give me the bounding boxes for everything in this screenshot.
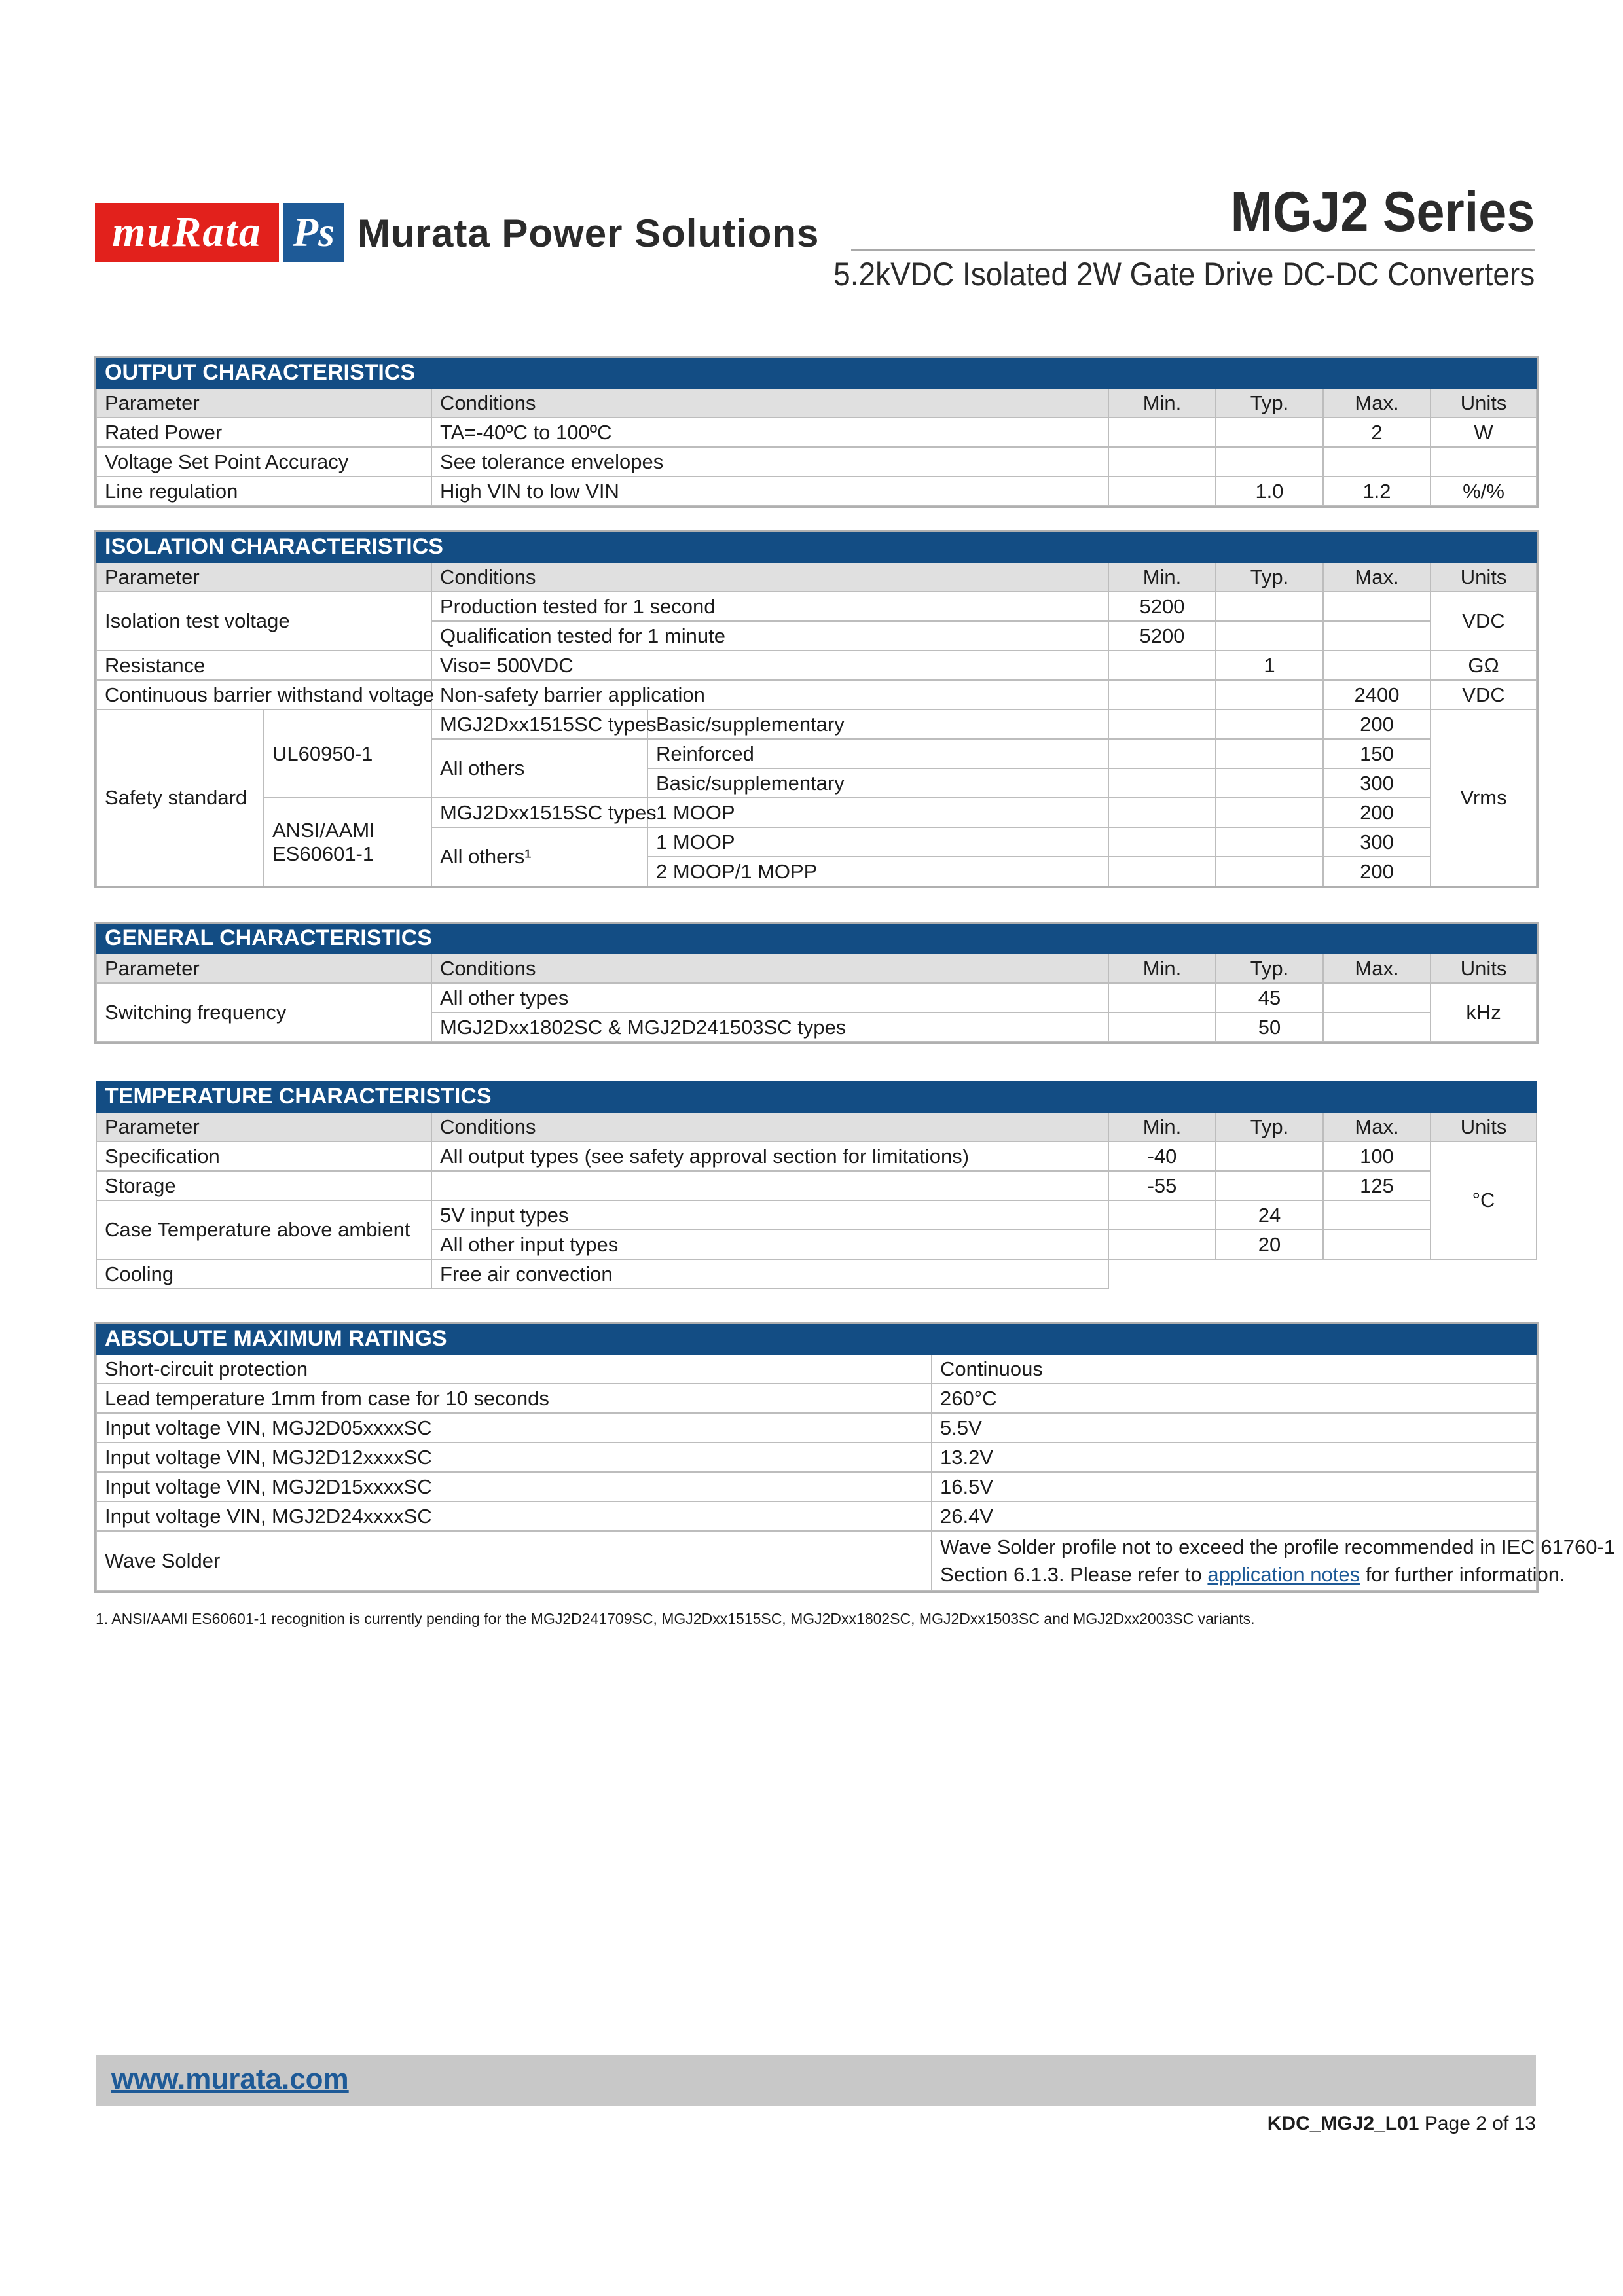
col-units: Units — [1431, 954, 1537, 983]
min-cell — [1108, 739, 1216, 768]
col-units: Units — [1431, 1112, 1537, 1141]
cond-cell: Qualification tested for 1 minute — [431, 621, 1108, 651]
units-cell: W — [1431, 418, 1537, 447]
table-row — [96, 651, 1537, 680]
min-cell — [1108, 827, 1216, 857]
min-cell — [1108, 768, 1216, 798]
typ-cell — [1216, 1141, 1323, 1171]
max-cell: 150 — [1323, 739, 1431, 768]
wave-solder-line2 — [940, 1561, 1565, 1588]
table-row — [96, 1472, 1537, 1501]
col-max: Max. — [1323, 1112, 1431, 1141]
wave-solder-text-end: for further information. — [1360, 1563, 1565, 1586]
ps-logo — [283, 203, 344, 262]
min-cell — [1108, 798, 1216, 827]
col-conditions: Conditions — [431, 388, 1108, 418]
series-title: MGJ2 Series — [1230, 181, 1535, 243]
cond-cell: 1 MOOP — [647, 827, 1108, 857]
param-cell: Case Temperature above ambient — [96, 1200, 431, 1259]
type-cell: All others¹ — [431, 827, 647, 886]
max-cell — [1323, 621, 1431, 651]
min-cell — [1108, 447, 1216, 476]
cond-cell: MGJ2Dxx1802SC & MGJ2D241503SC types — [431, 1013, 1108, 1042]
typ-cell — [1216, 447, 1323, 476]
param-cell: Continuous barrier withstand voltage — [96, 680, 431, 709]
typ-cell — [1216, 418, 1323, 447]
col-parameter: Parameter — [96, 388, 431, 418]
section-title: ABSOLUTE MAXIMUM RATINGS — [96, 1324, 1537, 1354]
min-cell — [1108, 983, 1216, 1013]
typ-cell — [1216, 798, 1323, 827]
col-min: Min. — [1108, 954, 1216, 983]
max-cell — [1323, 1013, 1431, 1042]
column-header-row — [96, 388, 1537, 418]
min-cell — [1108, 680, 1216, 709]
col-max: Max. — [1323, 562, 1431, 592]
cond-cell: Free air convection — [431, 1259, 1108, 1289]
value-cell: 13.2V — [932, 1443, 1537, 1472]
col-typ: Typ. — [1216, 562, 1323, 592]
max-cell: 200 — [1323, 798, 1431, 827]
table-row — [96, 798, 1537, 827]
min-cell — [1108, 1200, 1216, 1230]
series-subtitle: 5.2kVDC Isolated 2W Gate Drive DC-DC Converters — [833, 256, 1535, 293]
param-cell: Isolation test voltage — [96, 592, 431, 651]
typ-cell — [1216, 621, 1323, 651]
typ-cell — [1216, 1171, 1323, 1200]
ps-logo-text: Ps — [293, 209, 335, 255]
table-row — [96, 1501, 1537, 1531]
section-title: OUTPUT CHARACTERISTICS — [96, 358, 1537, 388]
units-cell: VDC — [1431, 680, 1537, 709]
typ-cell — [1216, 768, 1323, 798]
typ-cell: 24 — [1216, 1200, 1323, 1230]
units-cell: °C — [1431, 1141, 1537, 1259]
param-cell: Wave Solder — [96, 1531, 932, 1591]
param-cell: Safety standard — [96, 709, 264, 886]
param-cell: Input voltage VIN, MGJ2D15xxxxSC — [96, 1472, 932, 1501]
value-cell: 26.4V — [932, 1501, 1537, 1531]
max-cell: 300 — [1323, 827, 1431, 857]
absolute-maximum-ratings-table — [96, 1323, 1616, 1592]
typ-cell — [1216, 592, 1323, 621]
cond-cell: All other input types — [431, 1230, 1108, 1259]
column-header-row — [96, 562, 1537, 592]
table-row — [96, 447, 1537, 476]
typ-cell: 1 — [1216, 651, 1323, 680]
max-cell — [1323, 983, 1431, 1013]
max-cell: 2 — [1323, 418, 1431, 447]
min-cell: 5200 — [1108, 592, 1216, 621]
max-cell — [1323, 651, 1431, 680]
output-characteristics-table — [96, 357, 1537, 507]
general-characteristics-table — [96, 923, 1537, 1043]
header-divider — [851, 249, 1535, 251]
param-cell: Input voltage VIN, MGJ2D24xxxxSC — [96, 1501, 932, 1531]
cond-cell: Reinforced — [647, 739, 1108, 768]
max-cell: 125 — [1323, 1171, 1431, 1200]
typ-cell — [1216, 680, 1323, 709]
min-cell — [1108, 476, 1216, 506]
cond-cell: Basic/supplementary — [647, 768, 1108, 798]
standard-cell: ANSI/AAMI ES60601-1 — [264, 798, 431, 886]
typ-cell — [1216, 827, 1323, 857]
cond-cell: All other types — [431, 983, 1108, 1013]
min-cell — [1108, 418, 1216, 447]
temperature-characteristics-table — [96, 1081, 1537, 1289]
cond-cell: See tolerance envelopes — [431, 447, 1108, 476]
murata-logo — [95, 203, 279, 262]
max-cell: 200 — [1323, 709, 1431, 739]
application-notes-link[interactable]: application notes — [1207, 1563, 1360, 1586]
table-row — [96, 1171, 1537, 1200]
units-cell: VDC — [1431, 592, 1537, 651]
typ-cell: 1.0 — [1216, 476, 1323, 506]
cond-cell: 5V input types — [431, 1200, 1108, 1230]
max-cell: 1.2 — [1323, 476, 1431, 506]
cond-cell: 1 MOOP — [647, 798, 1108, 827]
col-conditions: Conditions — [431, 562, 1108, 592]
max-cell — [1323, 1230, 1431, 1259]
table-row — [96, 1413, 1537, 1443]
param-cell: Switching frequency — [96, 983, 431, 1042]
col-min: Min. — [1108, 388, 1216, 418]
typ-cell: 45 — [1216, 983, 1323, 1013]
cond-cell — [431, 1171, 1108, 1200]
typ-cell — [1216, 709, 1323, 739]
col-parameter: Parameter — [96, 1112, 431, 1141]
section-title: TEMPERATURE CHARACTERISTICS — [96, 1082, 1537, 1112]
page-info — [1267, 2113, 1536, 2135]
typ-cell: 50 — [1216, 1013, 1323, 1042]
param-cell: Lead temperature 1mm from case for 10 seconds — [96, 1384, 932, 1413]
param-cell: Short-circuit protection — [96, 1354, 932, 1384]
company-name: Murata Power Solutions — [357, 211, 820, 255]
param-cell: Input voltage VIN, MGJ2D12xxxxSC — [96, 1443, 932, 1472]
param-cell: Specification — [96, 1141, 431, 1171]
value-cell: 16.5V — [932, 1472, 1537, 1501]
murata-logo-text: muRata — [112, 208, 262, 256]
table-row — [96, 1259, 1537, 1289]
min-cell: -40 — [1108, 1141, 1216, 1171]
units-cell — [1431, 447, 1537, 476]
min-cell: 5200 — [1108, 621, 1216, 651]
table-row — [96, 983, 1537, 1013]
value-cell — [932, 1531, 1616, 1591]
col-parameter: Parameter — [96, 954, 431, 983]
standard-cell: UL60950-1 — [264, 709, 431, 798]
table-row — [96, 418, 1537, 447]
col-typ: Typ. — [1216, 1112, 1323, 1141]
isolation-characteristics-table — [96, 531, 1537, 887]
value-cell: Continuous — [932, 1354, 1537, 1384]
units-cell: kHz — [1431, 983, 1537, 1042]
cond-cell: Basic/supplementary — [647, 709, 1108, 739]
wave-solder-text: Section 6.1.3. Please refer to — [940, 1563, 1208, 1586]
max-cell — [1323, 447, 1431, 476]
page-number: Page 2 of 13 — [1424, 2113, 1536, 2134]
min-cell — [1108, 1013, 1216, 1042]
table-row — [96, 680, 1537, 709]
param-cell: Cooling — [96, 1259, 431, 1289]
min-cell — [1108, 651, 1216, 680]
table-row — [96, 1443, 1537, 1472]
typ-cell: 20 — [1216, 1230, 1323, 1259]
max-cell: 100 — [1323, 1141, 1431, 1171]
param-cell: Input voltage VIN, MGJ2D05xxxxSC — [96, 1413, 932, 1443]
units-cell: Vrms — [1431, 709, 1537, 886]
col-typ: Typ. — [1216, 954, 1323, 983]
col-parameter: Parameter — [96, 562, 431, 592]
col-conditions: Conditions — [431, 954, 1108, 983]
col-max: Max. — [1323, 388, 1431, 418]
table-row — [96, 1531, 1537, 1591]
param-cell: Line regulation — [96, 476, 431, 506]
col-conditions: Conditions — [431, 1112, 1108, 1141]
table-row — [96, 1141, 1537, 1171]
col-typ: Typ. — [1216, 388, 1323, 418]
wave-solder-line1: Wave Solder profile not to exceed the profile recommended in IEC 61760-1 — [940, 1535, 1616, 1559]
min-cell — [1108, 709, 1216, 739]
table-row — [96, 1200, 1537, 1230]
footnote: 1. ANSI/AAMI ES60601-1 recognition is currently pending for the MGJ2D241709SC, MGJ2Dxx1515SC, MGJ2Dxx1802SC, MGJ2Dxx1503SC and MGJ2Dxx2003SC variants. — [96, 1610, 1255, 1627]
units-cell: %/% — [1431, 476, 1537, 506]
typ-cell — [1216, 739, 1323, 768]
value-cell: 260°C — [932, 1384, 1537, 1413]
col-units: Units — [1431, 562, 1537, 592]
param-cell: Resistance — [96, 651, 431, 680]
min-cell: -55 — [1108, 1171, 1216, 1200]
section-title: GENERAL CHARACTERISTICS — [96, 924, 1537, 954]
table-row — [96, 709, 1537, 739]
cond-cell: Viso= 500VDC — [431, 651, 1108, 680]
website-link[interactable]: www.murata.com — [111, 2063, 349, 2095]
section-title: ISOLATION CHARACTERISTICS — [96, 532, 1537, 562]
cond-cell: Production tested for 1 second — [431, 592, 1108, 621]
col-min: Min. — [1108, 1112, 1216, 1141]
type-cell: All others — [431, 739, 647, 798]
table-row — [96, 592, 1537, 621]
column-header-row — [96, 1112, 1537, 1141]
max-cell — [1323, 592, 1431, 621]
col-units: Units — [1431, 388, 1537, 418]
typ-cell — [1216, 857, 1323, 886]
units-cell: GΩ — [1431, 651, 1537, 680]
param-cell: Voltage Set Point Accuracy — [96, 447, 431, 476]
table-row — [96, 1384, 1537, 1413]
cond-cell: TA=-40ºC to 100ºC — [431, 418, 1108, 447]
max-cell: 200 — [1323, 857, 1431, 886]
table-row — [96, 476, 1537, 506]
min-cell — [1108, 1230, 1216, 1259]
value-cell: 5.5V — [932, 1413, 1537, 1443]
doc-code: KDC_MGJ2_L01 — [1267, 2113, 1419, 2134]
cond-cell: 2 MOOP/1 MOPP — [647, 857, 1108, 886]
max-cell: 300 — [1323, 768, 1431, 798]
cond-cell: High VIN to low VIN — [431, 476, 1108, 506]
param-cell: Rated Power — [96, 418, 431, 447]
max-cell — [1323, 1200, 1431, 1230]
param-cell: Storage — [96, 1171, 431, 1200]
table-row — [96, 1354, 1537, 1384]
col-max: Max. — [1323, 954, 1431, 983]
max-cell: 2400 — [1323, 680, 1431, 709]
cond-cell: Non-safety barrier application — [431, 680, 1108, 709]
min-cell — [1108, 857, 1216, 886]
cond-cell: All output types (see safety approval section for limitations) — [431, 1141, 1108, 1171]
column-header-row — [96, 954, 1537, 983]
type-cell: MGJ2Dxx1515SC types — [431, 709, 647, 739]
col-min: Min. — [1108, 562, 1216, 592]
type-cell: MGJ2Dxx1515SC types — [431, 798, 647, 827]
